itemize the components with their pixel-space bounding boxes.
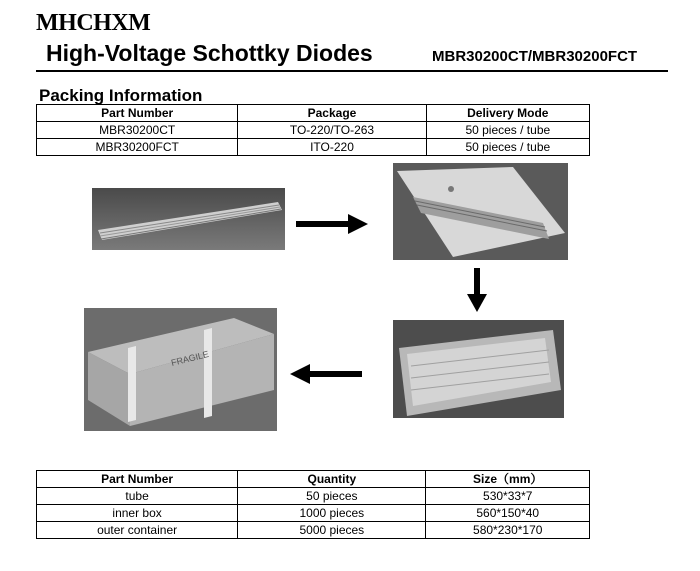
- table-cell: 50 pieces / tube: [426, 122, 589, 139]
- column-header: Quantity: [238, 471, 426, 488]
- table-cell: 530*33*7: [426, 488, 590, 505]
- table-cell: 580*230*170: [426, 522, 590, 539]
- table-cell: TO-220/TO-263: [238, 122, 426, 139]
- header-rule: [36, 70, 668, 72]
- table-row: [37, 122, 590, 139]
- table-cell: outer container: [37, 522, 238, 539]
- table-cell: 560*150*40: [426, 505, 590, 522]
- table-row: [37, 139, 590, 156]
- page-title: High-Voltage Schottky Diodes: [46, 40, 373, 66]
- table-cell: 50 pieces / tube: [426, 139, 589, 156]
- table-row: [37, 488, 590, 505]
- tube-tray-photo: [393, 163, 568, 260]
- column-header: Package: [238, 105, 426, 122]
- column-header: Delivery Mode: [426, 105, 589, 122]
- arrow-left-icon: [290, 364, 362, 384]
- table-cell: 1000 pieces: [238, 505, 426, 522]
- packing-heading: Packing Information: [39, 86, 203, 105]
- arrow-down-icon: [467, 268, 487, 312]
- table-row: [37, 522, 590, 539]
- inner-box-photo: [393, 320, 564, 418]
- outer-container-photo: [84, 308, 277, 431]
- table-header-row: [37, 471, 590, 488]
- column-header: Part Number: [37, 471, 238, 488]
- tube-photo: [92, 188, 285, 250]
- box-print-label: FRAGILE: [170, 348, 210, 368]
- brand-logo: MHCHXM: [36, 10, 151, 36]
- model-number: MBR30200CT/MBR30200FCT: [432, 48, 638, 65]
- table-row: [37, 505, 590, 522]
- table-cell: inner box: [37, 505, 238, 522]
- table-cell: 5000 pieces: [238, 522, 426, 539]
- quantity-table: [36, 470, 590, 539]
- table-cell: 50 pieces: [238, 488, 426, 505]
- table-header-row: [37, 105, 590, 122]
- column-header: Size（mm）: [426, 471, 590, 488]
- packing-table: [36, 104, 590, 156]
- table-cell: tube: [37, 488, 238, 505]
- table-cell: MBR30200CT: [37, 122, 238, 139]
- column-header: Part Number: [37, 105, 238, 122]
- table-cell: MBR30200FCT: [37, 139, 238, 156]
- arrow-right-icon: [296, 214, 368, 234]
- table-cell: ITO-220: [238, 139, 426, 156]
